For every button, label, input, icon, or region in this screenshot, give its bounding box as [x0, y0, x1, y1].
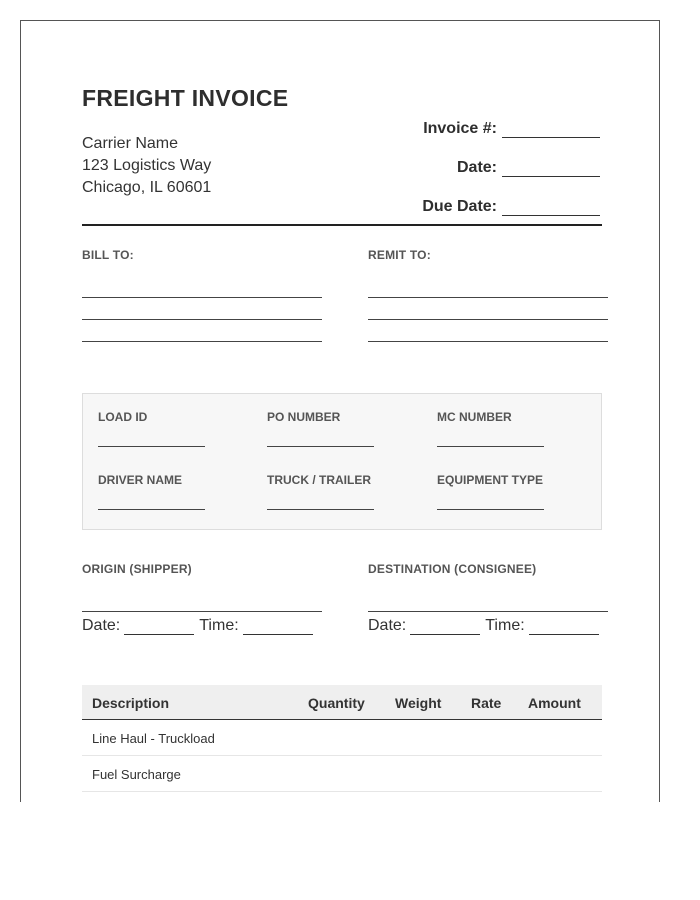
due-date-field[interactable]: [502, 200, 600, 216]
driver-name-input[interactable]: [98, 509, 205, 510]
date-row: [300, 138, 600, 177]
invoice-meta: [300, 99, 600, 216]
invoice-page: [20, 20, 660, 802]
carrier-address-line2: Chicago, IL 60601: [82, 179, 212, 196]
load-details-box: [82, 393, 602, 530]
origin-date-label: Date:: [82, 617, 121, 634]
header-divider: [82, 224, 602, 226]
destination-label: DESTINATION (CONSIGNEE): [368, 562, 537, 576]
remit-to-line-2[interactable]: [368, 319, 608, 320]
equipment-type-field: [437, 473, 544, 510]
date-field[interactable]: [502, 161, 600, 177]
mc-number-field: [437, 410, 544, 447]
destination-datetime: [368, 617, 604, 635]
destination-time-label: Time:: [485, 617, 525, 634]
po-number-input[interactable]: [267, 446, 374, 447]
invoice-title: FREIGHT INVOICE: [82, 85, 289, 111]
truck-trailer-label: TRUCK / TRAILER: [267, 473, 371, 487]
table-header: [82, 685, 602, 720]
date-label: Date:: [456, 159, 497, 176]
origin-date-field[interactable]: [124, 619, 194, 635]
destination-date-field[interactable]: [410, 619, 480, 635]
due-date-label: Due Date:: [422, 198, 497, 215]
mc-number-input[interactable]: [437, 446, 544, 447]
bill-to-line-3[interactable]: [82, 341, 322, 342]
driver-name-field: [98, 473, 205, 510]
origin-line[interactable]: [82, 611, 322, 612]
bill-to-line-1[interactable]: [82, 297, 322, 298]
due-date-row: [300, 177, 600, 216]
invoice-number-label: Invoice #:: [423, 120, 497, 137]
load-id-field: [98, 410, 205, 447]
col-rate: Rate: [471, 695, 502, 711]
remit-to-line-1[interactable]: [368, 297, 608, 298]
remit-to-line-3[interactable]: [368, 341, 608, 342]
invoice-number-field[interactable]: [502, 122, 600, 138]
destination-line[interactable]: [368, 611, 608, 612]
carrier-info: [82, 133, 211, 199]
po-number-label: PO NUMBER: [267, 410, 341, 424]
remit-to-label: REMIT TO:: [368, 248, 431, 262]
destination-date-label: Date:: [368, 617, 407, 634]
truck-trailer-field: [267, 473, 374, 510]
row-description: Fuel Surcharge: [92, 767, 181, 782]
equipment-type-label: EQUIPMENT TYPE: [437, 473, 544, 487]
origin-label: ORIGIN (SHIPPER): [82, 562, 192, 576]
destination-time-field[interactable]: [529, 619, 599, 635]
origin-time-label: Time:: [199, 617, 239, 634]
equipment-type-input[interactable]: [437, 509, 544, 510]
table-row: [82, 756, 602, 792]
col-weight: Weight: [395, 695, 442, 711]
origin-time-field[interactable]: [243, 619, 313, 635]
driver-name-label: DRIVER NAME: [98, 473, 183, 487]
row-description: Line Haul - Truckload: [92, 731, 215, 746]
carrier-name: Carrier Name: [82, 135, 179, 152]
col-amount: Amount: [528, 695, 581, 711]
carrier-address-line1: 123 Logistics Way: [82, 157, 212, 174]
load-id-input[interactable]: [98, 446, 205, 447]
truck-trailer-input[interactable]: [267, 509, 374, 510]
charges-table: [82, 685, 602, 792]
col-description: Description: [92, 695, 170, 711]
bill-to-line-2[interactable]: [82, 319, 322, 320]
load-id-label: LOAD ID: [98, 410, 148, 424]
col-quantity: Quantity: [308, 695, 365, 711]
invoice-number-row: [300, 99, 600, 138]
mc-number-label: MC NUMBER: [437, 410, 512, 424]
table-row: [82, 720, 602, 756]
origin-datetime: [82, 617, 318, 635]
bill-to-label: BILL TO:: [82, 248, 134, 262]
po-number-field: [267, 410, 374, 447]
